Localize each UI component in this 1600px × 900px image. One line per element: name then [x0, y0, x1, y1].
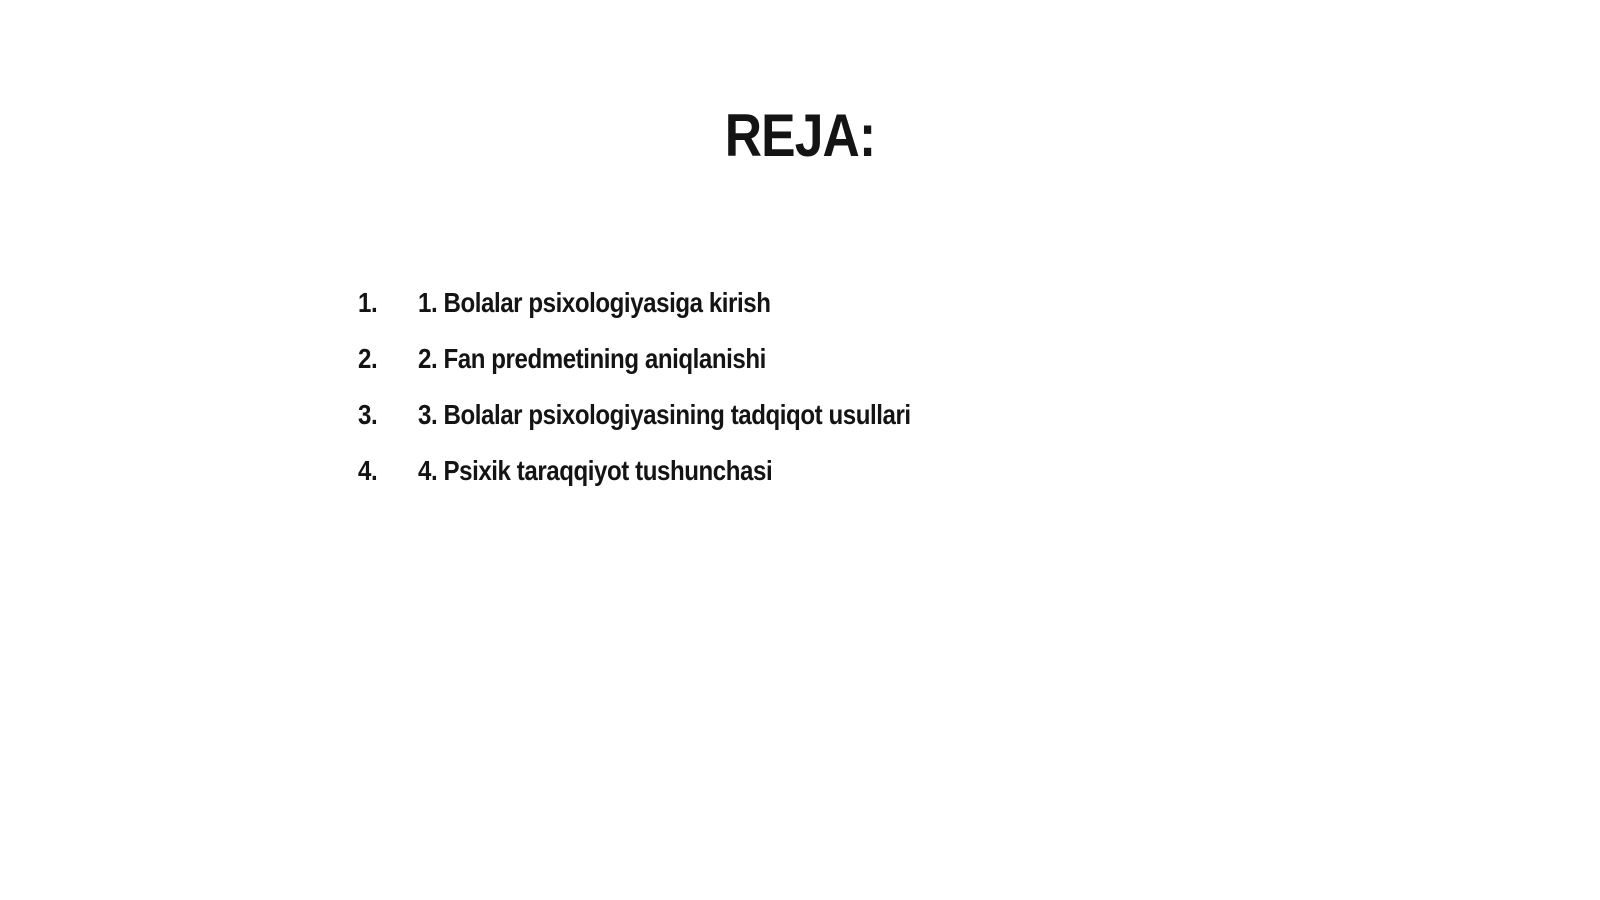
- list-item-text: 1. Bolalar psixologiyasiga kirish: [418, 287, 771, 318]
- list-item: [358, 343, 991, 399]
- list-item-text: 3. Bolalar psixologiyasining tadqiqot usullari: [418, 399, 911, 430]
- list-item-text: 4. Psixik taraqqiyot tushunchasi: [418, 455, 773, 486]
- list-item-text: 2. Fan predmetining aniqlanishi: [418, 343, 766, 374]
- list-item-number: 2.: [358, 343, 378, 374]
- list-item-number: 3.: [358, 399, 378, 430]
- list-item: [358, 287, 991, 343]
- list-item: [358, 455, 991, 511]
- plan-list: [358, 287, 991, 511]
- list-item-number: 4.: [358, 455, 378, 486]
- list-item-number: 1.: [358, 287, 378, 318]
- list-item: [358, 399, 991, 455]
- slide-title: REJA:: [724, 102, 876, 169]
